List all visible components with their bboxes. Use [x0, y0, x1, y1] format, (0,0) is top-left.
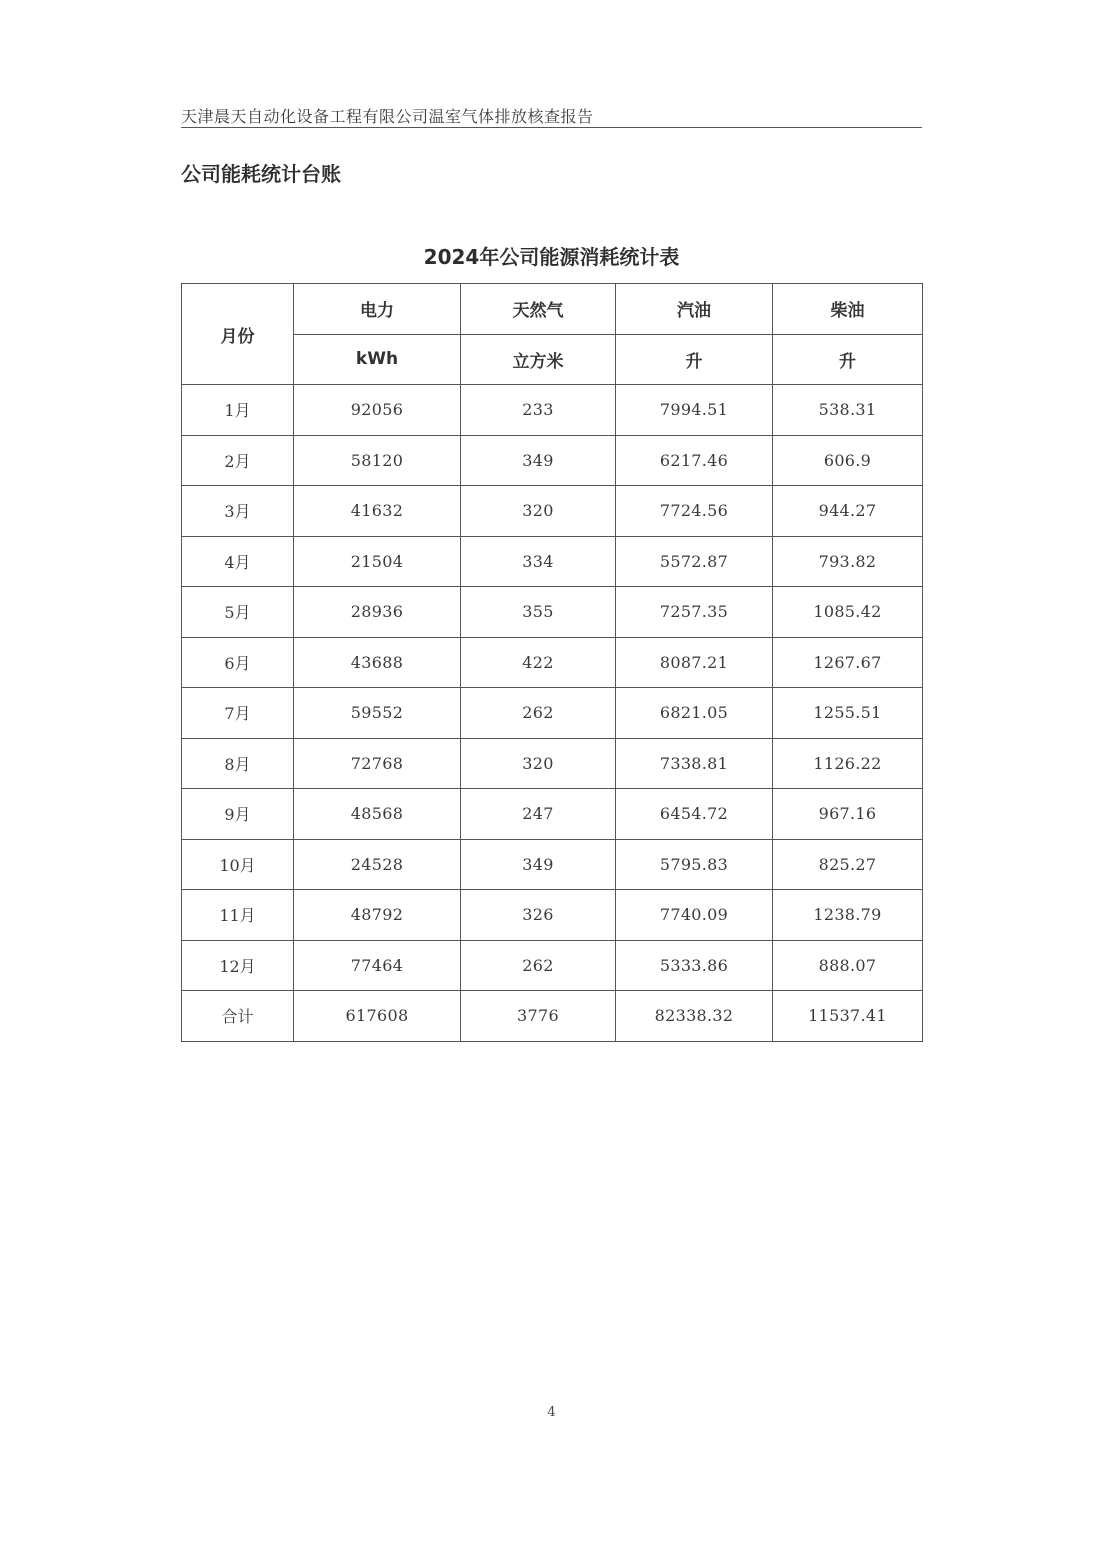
unit-gasoline: 升 [616, 334, 773, 385]
value-cell: 5795.83 [616, 839, 773, 890]
total-row [182, 991, 923, 1042]
month-cell: 合计 [182, 991, 294, 1042]
table-body [182, 385, 923, 1042]
table-row [182, 536, 923, 587]
month-cell: 8月 [182, 738, 294, 789]
table-row [182, 637, 923, 688]
month-header: 月份 [182, 284, 294, 385]
table-row [182, 688, 923, 739]
month-cell: 12月 [182, 940, 294, 991]
value-cell: 262 [461, 940, 616, 991]
value-cell: 320 [461, 486, 616, 537]
value-cell: 59552 [294, 688, 461, 739]
value-cell: 7257.35 [616, 587, 773, 638]
value-cell: 41632 [294, 486, 461, 537]
value-cell: 77464 [294, 940, 461, 991]
value-cell: 3776 [461, 991, 616, 1042]
month-cell: 3月 [182, 486, 294, 537]
value-cell: 7338.81 [616, 738, 773, 789]
value-cell: 82338.32 [616, 991, 773, 1042]
section-title: 公司能耗统计台账 [181, 162, 341, 186]
value-cell: 1126.22 [773, 738, 923, 789]
table-row [182, 890, 923, 941]
month-cell: 2月 [182, 435, 294, 486]
value-cell: 43688 [294, 637, 461, 688]
column-header-diesel: 柴油 [773, 284, 923, 335]
table-title: 2024年公司能源消耗统计表 [423, 245, 680, 269]
value-cell: 349 [461, 839, 616, 890]
value-cell: 1238.79 [773, 890, 923, 941]
table-header-row-names [182, 284, 923, 335]
value-cell: 7740.09 [616, 890, 773, 941]
value-cell: 11537.41 [773, 991, 923, 1042]
value-cell: 1267.67 [773, 637, 923, 688]
table-row [182, 587, 923, 638]
table-row [182, 940, 923, 991]
column-header-electricity: 电力 [294, 284, 461, 335]
value-cell: 21504 [294, 536, 461, 587]
value-cell: 606.9 [773, 435, 923, 486]
page-number: 4 [547, 1405, 556, 1420]
value-cell: 7994.51 [616, 385, 773, 436]
table-row [182, 839, 923, 890]
value-cell: 5333.86 [616, 940, 773, 991]
value-cell: 617608 [294, 991, 461, 1042]
month-cell: 6月 [182, 637, 294, 688]
value-cell: 72768 [294, 738, 461, 789]
value-cell: 233 [461, 385, 616, 436]
running-header: 天津晨天自动化设备工程有限公司温室气体排放核查报告 [181, 107, 594, 126]
value-cell: 355 [461, 587, 616, 638]
table-row [182, 385, 923, 436]
value-cell: 48792 [294, 890, 461, 941]
energy-consumption-table [181, 283, 923, 1042]
month-cell: 5月 [182, 587, 294, 638]
month-cell: 10月 [182, 839, 294, 890]
month-cell: 1月 [182, 385, 294, 436]
value-cell: 334 [461, 536, 616, 587]
value-cell: 967.16 [773, 789, 923, 840]
table-header-row-units [182, 334, 923, 385]
value-cell: 7724.56 [616, 486, 773, 537]
value-cell: 92056 [294, 385, 461, 436]
value-cell: 320 [461, 738, 616, 789]
value-cell: 1085.42 [773, 587, 923, 638]
table-row [182, 738, 923, 789]
value-cell: 6454.72 [616, 789, 773, 840]
table-row [182, 435, 923, 486]
table-row [182, 789, 923, 840]
month-cell: 11月 [182, 890, 294, 941]
value-cell: 8087.21 [616, 637, 773, 688]
value-cell: 793.82 [773, 536, 923, 587]
value-cell: 28936 [294, 587, 461, 638]
value-cell: 1255.51 [773, 688, 923, 739]
value-cell: 422 [461, 637, 616, 688]
month-cell: 7月 [182, 688, 294, 739]
value-cell: 349 [461, 435, 616, 486]
value-cell: 888.07 [773, 940, 923, 991]
value-cell: 944.27 [773, 486, 923, 537]
value-cell: 58120 [294, 435, 461, 486]
unit-natural-gas: 立方米 [461, 334, 616, 385]
column-header-natural-gas: 天然气 [461, 284, 616, 335]
value-cell: 262 [461, 688, 616, 739]
column-header-gasoline: 汽油 [616, 284, 773, 335]
value-cell: 24528 [294, 839, 461, 890]
table-row [182, 486, 923, 537]
month-cell: 4月 [182, 536, 294, 587]
value-cell: 6821.05 [616, 688, 773, 739]
value-cell: 538.31 [773, 385, 923, 436]
unit-electricity: kWh [294, 334, 461, 385]
value-cell: 326 [461, 890, 616, 941]
value-cell: 247 [461, 789, 616, 840]
value-cell: 48568 [294, 789, 461, 840]
header-rule [181, 127, 922, 128]
unit-diesel: 升 [773, 334, 923, 385]
value-cell: 6217.46 [616, 435, 773, 486]
value-cell: 5572.87 [616, 536, 773, 587]
value-cell: 825.27 [773, 839, 923, 890]
month-cell: 9月 [182, 789, 294, 840]
